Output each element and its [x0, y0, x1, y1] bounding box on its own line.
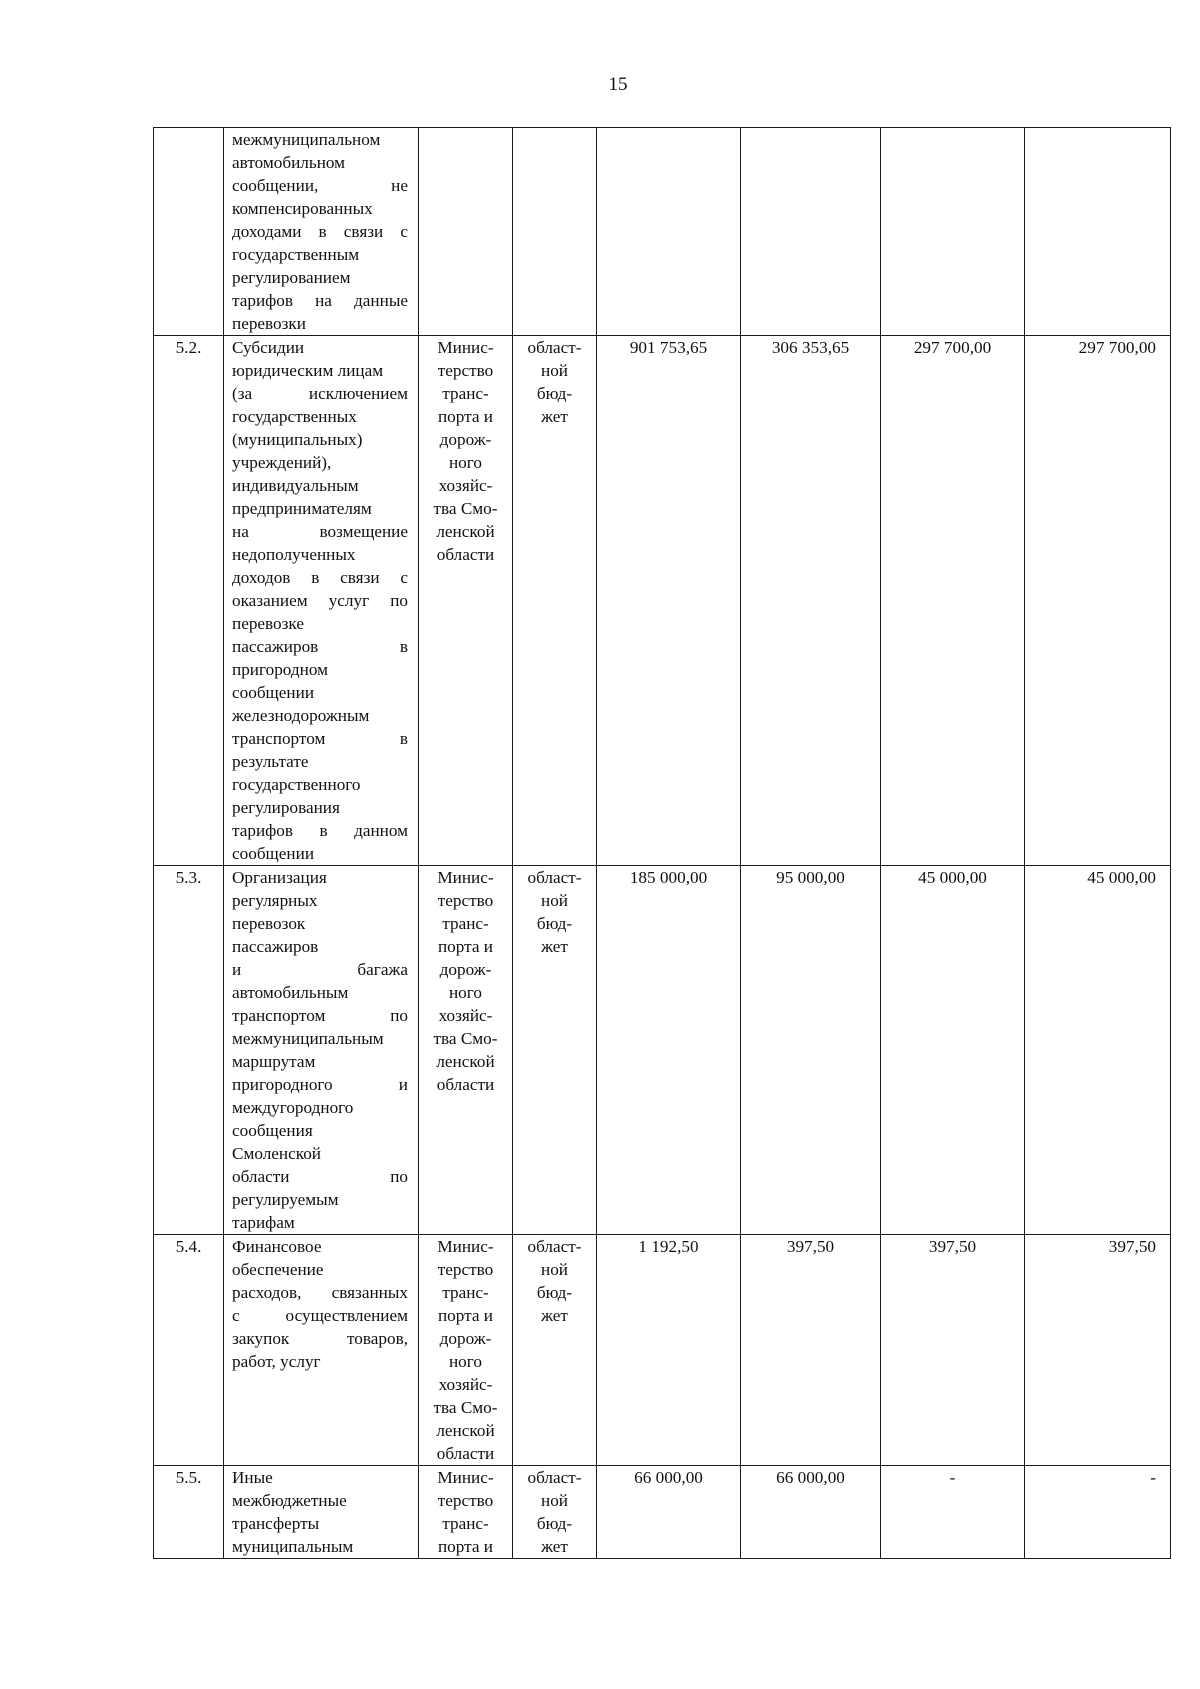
- measure-name: [224, 866, 419, 1235]
- executor-line: тва Смо-: [433, 1029, 498, 1048]
- executor-line: хозяйс-: [438, 1375, 493, 1394]
- executor-line: порта и: [437, 937, 493, 956]
- executor-line: Минис-: [437, 868, 494, 887]
- amount-year-3: [1025, 128, 1171, 336]
- executor-line: транс-: [442, 384, 489, 403]
- amount-year-3: 45 000,00: [1025, 866, 1171, 1235]
- measure-name-line: пассажиров: [232, 937, 319, 956]
- executor-line: ленской: [436, 1052, 495, 1071]
- measure-name-line: (муниципальных): [232, 430, 363, 449]
- measure-name-line: области по: [232, 1167, 408, 1186]
- measure-name-line: Смоленской: [232, 1144, 322, 1163]
- row-number: 5.5.: [154, 1466, 224, 1559]
- measure-name-line: учреждений),: [232, 453, 332, 472]
- measure-name-line: транспортом по: [232, 1006, 408, 1025]
- funding-source: [513, 1235, 597, 1466]
- executor: [419, 336, 513, 866]
- measure-name-line: на возмещение: [232, 522, 408, 541]
- measure-name-line: с осуществлением: [232, 1306, 408, 1325]
- table-body: [154, 128, 1171, 1559]
- measure-name-line: закупок товаров,: [232, 1329, 408, 1348]
- executor-line: Минис-: [437, 338, 494, 357]
- measure-name-line: и багажа: [232, 960, 408, 979]
- measure-name-line: Финансовое: [232, 1237, 322, 1256]
- row-number: 5.2.: [154, 336, 224, 866]
- program-measures-table: [153, 127, 1171, 1559]
- measure-name-line: (за исключением: [232, 384, 408, 403]
- measure-name-line: перевозки: [232, 314, 306, 333]
- funding-source-line: област-: [527, 1237, 582, 1256]
- row-number: 5.3.: [154, 866, 224, 1235]
- executor-line: области: [436, 1075, 495, 1094]
- executor-line: ного: [448, 1352, 482, 1371]
- measure-name-line: перевозок: [232, 914, 306, 933]
- funding-source-line: бюд-: [536, 1514, 573, 1533]
- measure-name-line: индивидуальным: [232, 476, 359, 495]
- executor-line: транс-: [442, 914, 489, 933]
- measure-name-line: недополученных: [232, 545, 356, 564]
- table-row: [154, 336, 1171, 866]
- executor-line: ленской: [436, 522, 495, 541]
- executor-line: ного: [448, 453, 482, 472]
- measure-name-line: тарифам: [232, 1213, 295, 1232]
- measure-name-line: работ, услуг: [232, 1352, 321, 1371]
- amount-year-2: [881, 128, 1025, 336]
- amount-total: 66 000,00: [597, 1466, 741, 1559]
- measure-name-line: государственных: [232, 407, 357, 426]
- measure-name: [224, 1466, 419, 1559]
- amount-year-1: 306 353,65: [741, 336, 881, 866]
- measure-name-line: регулируемым: [232, 1190, 339, 1209]
- measure-name-line: транспортом в: [232, 729, 408, 748]
- amount-year-1: [741, 128, 881, 336]
- executor-line: терство: [437, 1260, 494, 1279]
- executor-line: терство: [437, 891, 494, 910]
- executor-line: порта и: [437, 1306, 493, 1325]
- measure-name-line: межмуниципальным: [232, 1029, 384, 1048]
- executor-line: дорож-: [439, 1329, 492, 1348]
- funding-source-line: ной: [541, 1491, 568, 1510]
- amount-year-1: 66 000,00: [741, 1466, 881, 1559]
- measure-name-line: регулирования: [232, 798, 340, 817]
- measure-name-line: оказанием услуг по: [232, 591, 408, 610]
- amount-year-2: 297 700,00: [881, 336, 1025, 866]
- amount-total: 901 753,65: [597, 336, 741, 866]
- executor-line: порта и: [437, 1537, 493, 1556]
- measure-name-line: доходов в связи с: [232, 568, 408, 587]
- table-row: [154, 1235, 1171, 1466]
- funding-source-line: област-: [527, 868, 582, 887]
- funding-source-line: ной: [541, 1260, 568, 1279]
- measure-name-line: Организация: [232, 868, 327, 887]
- funding-source-line: жет: [541, 1306, 568, 1325]
- measure-name-line: железнодорожным: [232, 706, 370, 725]
- measure-name-line: регулированием: [232, 268, 351, 287]
- measure-name-line: регулярных: [232, 891, 318, 910]
- executor-line: порта и: [437, 407, 493, 426]
- measure-name-line: автомобильном: [232, 153, 346, 172]
- executor-line: дорож-: [439, 430, 492, 449]
- amount-year-2: 45 000,00: [881, 866, 1025, 1235]
- measure-name: [224, 1235, 419, 1466]
- table-row: [154, 866, 1171, 1235]
- table-row: [154, 128, 1171, 336]
- row-number: [154, 128, 224, 336]
- funding-source-line: ной: [541, 891, 568, 910]
- measure-name-line: расходов, связанных: [232, 1283, 408, 1302]
- measure-name-line: государственным: [232, 245, 360, 264]
- measure-name-line: компенсированных: [232, 199, 373, 218]
- table-row: [154, 1466, 1171, 1559]
- amount-total: [597, 128, 741, 336]
- executor-line: терство: [437, 1491, 494, 1510]
- executor: [419, 128, 513, 336]
- amount-year-2: 397,50: [881, 1235, 1025, 1466]
- measure-name-line: Иные: [232, 1468, 273, 1487]
- measure-name-line: сообщения: [232, 1121, 313, 1140]
- measure-name: [224, 336, 419, 866]
- executor-line: терство: [437, 361, 494, 380]
- measure-name-line: междугородного: [232, 1098, 354, 1117]
- measure-name-line: пригородном: [232, 660, 328, 679]
- executor-line: транс-: [442, 1514, 489, 1533]
- measure-name-line: тарифов на данные: [232, 291, 408, 310]
- funding-source-line: жет: [541, 1537, 568, 1556]
- funding-source: [513, 866, 597, 1235]
- amount-year-1: 397,50: [741, 1235, 881, 1466]
- measure-name-line: государственного: [232, 775, 361, 794]
- funding-source-line: област-: [527, 338, 582, 357]
- amount-year-3: 397,50: [1025, 1235, 1171, 1466]
- executor-line: дорож-: [439, 960, 492, 979]
- executor-line: Минис-: [437, 1468, 494, 1487]
- funding-source-line: бюд-: [536, 914, 573, 933]
- measure-name-line: пригородного и: [232, 1075, 408, 1094]
- measure-name-line: результате: [232, 752, 309, 771]
- executor-line: области: [436, 1444, 495, 1463]
- executor-line: тва Смо-: [433, 1398, 498, 1417]
- executor-line: Минис-: [437, 1237, 494, 1256]
- page-number: 15: [608, 74, 628, 95]
- funding-source-line: жет: [541, 937, 568, 956]
- row-number: 5.4.: [154, 1235, 224, 1466]
- amount-year-3: 297 700,00: [1025, 336, 1171, 866]
- measure-name: [224, 128, 419, 336]
- measure-name-line: юридическим лицам: [232, 361, 384, 380]
- executor-line: хозяйс-: [438, 476, 493, 495]
- amount-total: 185 000,00: [597, 866, 741, 1235]
- measure-name-line: обеспечение: [232, 1260, 324, 1279]
- measure-name-line: маршрутам: [232, 1052, 316, 1071]
- funding-source-line: жет: [541, 407, 568, 426]
- amount-total: 1 192,50: [597, 1235, 741, 1466]
- measure-name-line: трансферты: [232, 1514, 320, 1533]
- funding-source: [513, 128, 597, 336]
- measure-name-line: межмуниципальном: [232, 130, 381, 149]
- funding-source-line: бюд-: [536, 384, 573, 403]
- funding-source-line: бюд-: [536, 1283, 573, 1302]
- measure-name-line: тарифов в данном: [232, 821, 408, 840]
- amount-year-1: 95 000,00: [741, 866, 881, 1235]
- measure-name-line: межбюджетные: [232, 1491, 347, 1510]
- executor: [419, 1235, 513, 1466]
- amount-year-3: -: [1025, 1466, 1171, 1559]
- measure-name-line: сообщении, не: [232, 176, 408, 195]
- measure-name-line: перевозке: [232, 614, 304, 633]
- measure-name-line: муниципальным: [232, 1537, 354, 1556]
- funding-source-line: област-: [527, 1468, 582, 1487]
- executor-line: хозяйс-: [438, 1006, 493, 1025]
- executor-line: транс-: [442, 1283, 489, 1302]
- measure-name-line: пассажиров в: [232, 637, 408, 656]
- executor: [419, 866, 513, 1235]
- measure-name-line: доходами в связи с: [232, 222, 408, 241]
- measure-name-line: сообщении: [232, 844, 315, 863]
- funding-source: [513, 1466, 597, 1559]
- measure-name-line: автомобильным: [232, 983, 349, 1002]
- funding-source-line: ной: [541, 361, 568, 380]
- executor: [419, 1466, 513, 1559]
- amount-year-2: -: [881, 1466, 1025, 1559]
- executor-line: тва Смо-: [433, 499, 498, 518]
- measure-name-line: Субсидии: [232, 338, 305, 357]
- executor-line: ленской: [436, 1421, 495, 1440]
- funding-source: [513, 336, 597, 866]
- executor-line: ного: [448, 983, 482, 1002]
- measure-name-line: предпринимателям: [232, 499, 372, 518]
- executor-line: области: [436, 545, 495, 564]
- measure-name-line: сообщении: [232, 683, 315, 702]
